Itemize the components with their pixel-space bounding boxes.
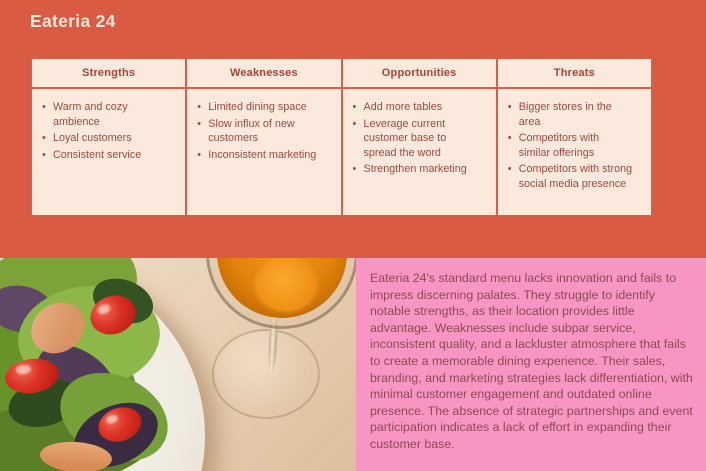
- swot-header-weaknesses: Weaknesses: [187, 59, 340, 87]
- swot-column-strengths: [32, 89, 185, 215]
- swot-item: • Loyal customers: [40, 131, 179, 146]
- drink-highlight: [256, 259, 316, 311]
- swot-header-strengths: Strengths: [32, 59, 185, 87]
- analysis-panel: [356, 258, 706, 471]
- swot-item: • Bigger stores in the area: [506, 100, 645, 129]
- swot-item: • Slow influx of new customers: [195, 117, 334, 146]
- swot-header-threats: Threats: [498, 59, 651, 87]
- salad-and-aperitif-photo: [0, 258, 356, 471]
- bottom-row: [0, 258, 706, 471]
- strengths-list: [40, 100, 179, 162]
- glass-base: [212, 329, 320, 419]
- swot-column-opportunities: [343, 89, 496, 215]
- swot-item: • Leverage current customer base to spread the word: [351, 117, 490, 161]
- swot-column-threats: [498, 89, 651, 215]
- opportunities-list: [351, 100, 490, 177]
- swot-item: • Add more tables: [351, 100, 490, 115]
- swot-header-opportunities: Opportunities: [343, 59, 496, 87]
- swot-table: [30, 57, 653, 217]
- swot-item: • Inconsistent marketing: [195, 148, 334, 163]
- weaknesses-list: [195, 100, 334, 162]
- analysis-text: Eateria 24's standard menu lacks innovation and fails to impress discerning palates. They struggle to identify notable strengths, as their location provides little advantage. Weaknesses include subpar service, inconsistent quality, and a lackluster atmosphere that fails to create a memorable dining experience. Their sales, branding, and marketing strategies lack differentiation, with minimal customer engagement and outdated online presence. The absence of strategic partnerships and event participation indicates a lack of effort in expanding their customer base.: [370, 271, 693, 451]
- swot-item: • Warm and cozy ambience: [40, 100, 179, 129]
- page-title: Eateria 24: [30, 11, 116, 31]
- swot-item: • Competitors with similar offerings: [506, 131, 645, 160]
- threats-list: [506, 100, 645, 191]
- swot-item: • Strengthen marketing: [351, 162, 490, 177]
- swot-column-weaknesses: [187, 89, 340, 215]
- swot-item: • Consistent service: [40, 148, 179, 163]
- swot-item: • Competitors with strong social media presence: [506, 162, 645, 191]
- swot-item: • Limited dining space: [195, 100, 334, 115]
